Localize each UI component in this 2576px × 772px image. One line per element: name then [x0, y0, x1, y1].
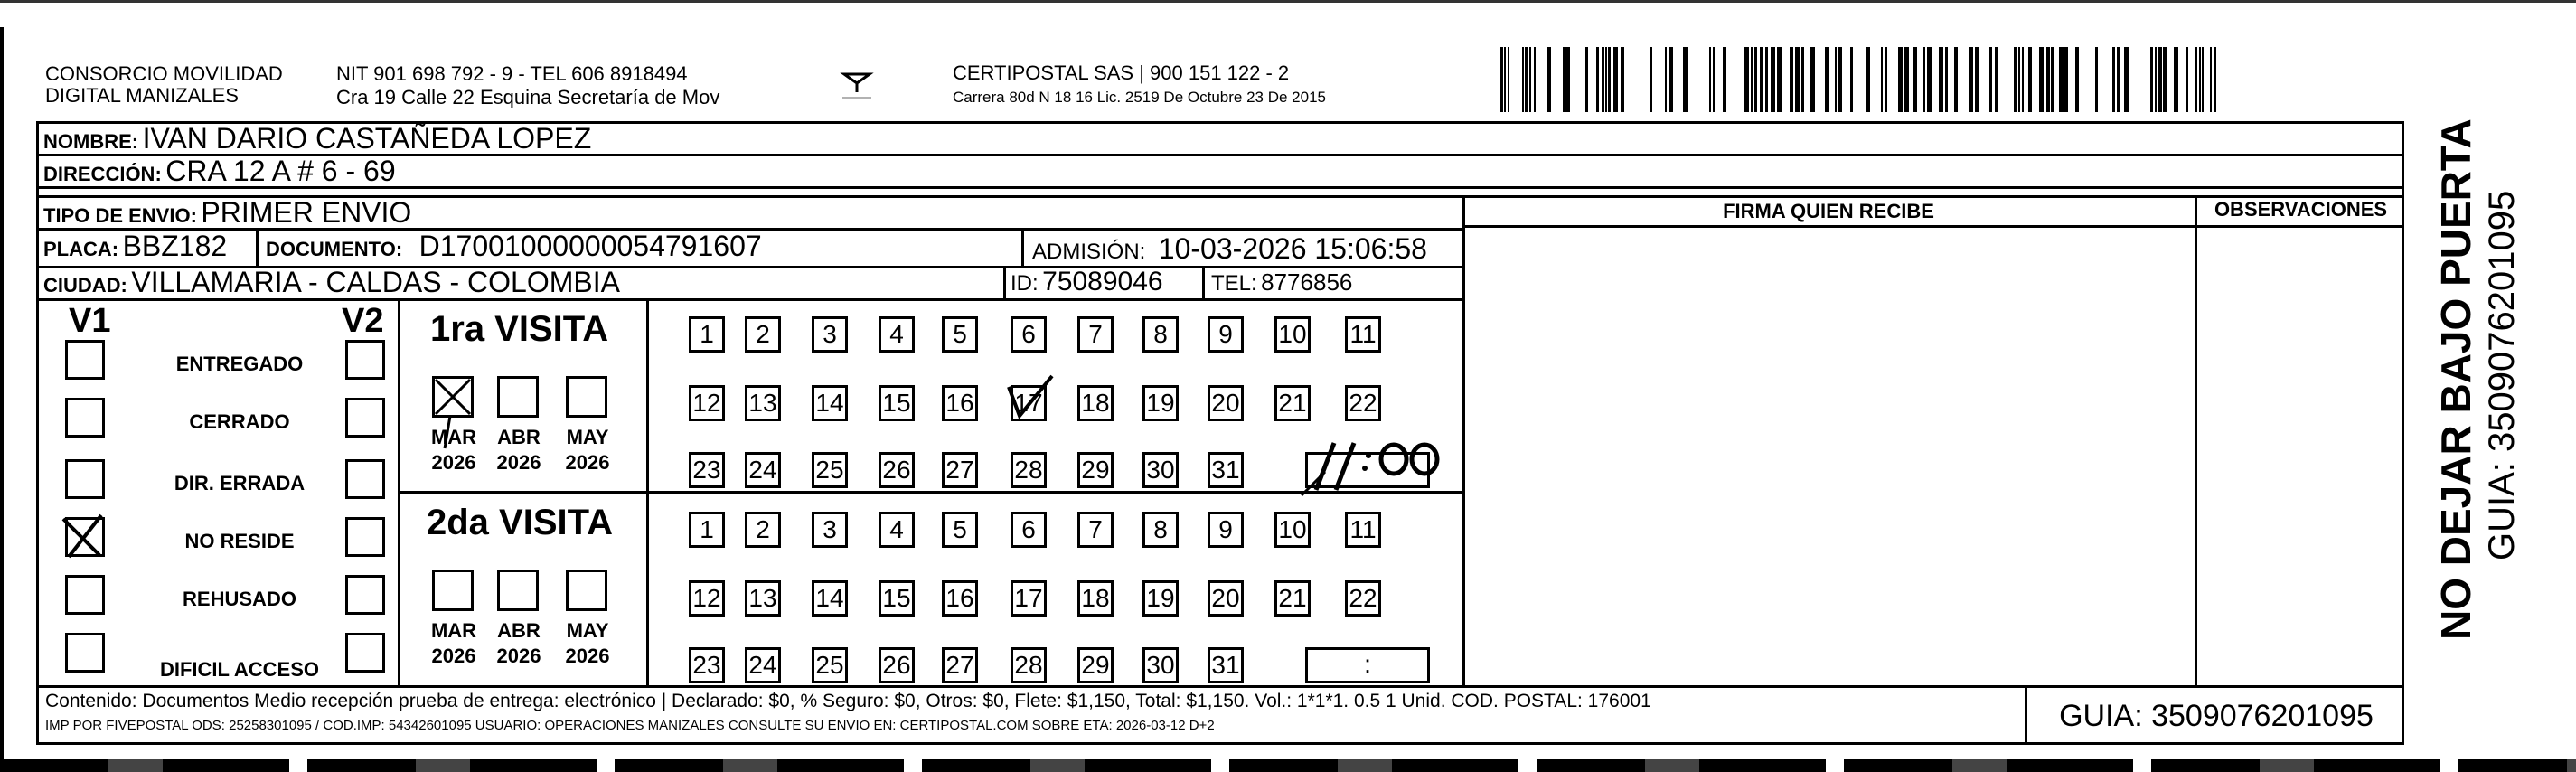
- barcode-icon: [1500, 47, 2223, 112]
- footer-guia: GUIA: 3509076201095: [2059, 699, 2374, 733]
- v1-checkbox[interactable]: [65, 398, 105, 438]
- row-line: [36, 685, 2404, 688]
- second-visit-title: 2da VISITA: [427, 503, 613, 542]
- tipo-envio-row: [43, 195, 411, 228]
- month-name: MAY: [566, 619, 609, 642]
- nombre-value: IVAN DARIO CASTAÑEDA LOPEZ: [142, 122, 592, 155]
- documento-label: DOCUMENTO:: [266, 238, 403, 260]
- v2-checkbox[interactable]: [345, 575, 385, 615]
- second-day-10[interactable]: 10: [1274, 512, 1311, 548]
- month-checkbox-mar[interactable]: [432, 570, 474, 611]
- second-day-28[interactable]: 28: [1011, 647, 1047, 683]
- nombre-label: NOMBRE:: [43, 130, 139, 153]
- tipo-envio-label: TIPO DE ENVIO:: [43, 204, 197, 227]
- ciudad-label: CIUDAD:: [43, 274, 127, 297]
- v1-checkbox[interactable]: [65, 633, 105, 673]
- sender-company-line2: DIGITAL MANIZALES: [45, 84, 239, 107]
- first-visit-title: 1ra VISITA: [430, 309, 609, 349]
- admision-label: ADMISIÓN:: [1032, 240, 1146, 264]
- first-day-3[interactable]: 3: [812, 316, 848, 353]
- first-day-10[interactable]: 10: [1274, 316, 1311, 353]
- tel-value: 8776856: [1261, 268, 1353, 296]
- month-name: ABR: [497, 426, 541, 448]
- month-name: ABR: [497, 619, 541, 642]
- second-day-19[interactable]: 19: [1142, 580, 1179, 617]
- v2-checkbox[interactable]: [345, 459, 385, 499]
- v2-checkbox[interactable]: [345, 340, 385, 380]
- footer-contenido: Contenido: Documentos Medio recepción prueba de entrega: electrónico | Declarado: $0, % Seguro: $0, Otros: $0, Flete: $1,150, Total: $1,150. Vol.: 1*1*1. 0.5 1 Unid. COD. POSTAL: 176001: [45, 691, 1651, 711]
- second-day-4[interactable]: 4: [879, 512, 915, 548]
- col-line: [2195, 195, 2197, 685]
- sender-nit-tel: NIT 901 698 792 - 9 - TEL 606 8918494: [336, 62, 688, 85]
- second-day-16[interactable]: 16: [942, 580, 978, 617]
- id-cell: [1011, 266, 1163, 303]
- ciudad-value: VILLAMARIA - CALDAS - COLOMBIA: [131, 266, 620, 298]
- option-label: DIR. ERRADA: [174, 472, 306, 494]
- second-day-2[interactable]: 2: [745, 512, 781, 548]
- second-day-11[interactable]: 11: [1345, 512, 1381, 548]
- first-day-13[interactable]: 13: [745, 385, 781, 421]
- second-day-30[interactable]: 30: [1142, 647, 1179, 683]
- second-day-3[interactable]: 3: [812, 512, 848, 548]
- second-day-23[interactable]: 23: [689, 647, 725, 683]
- second-day-22[interactable]: 22: [1345, 580, 1381, 617]
- month-checkbox-may[interactable]: [566, 376, 607, 418]
- placa-value: BBZ182: [122, 230, 228, 262]
- placa-label: PLACA:: [43, 238, 119, 260]
- first-day-14[interactable]: 14: [812, 385, 848, 421]
- first-day-19[interactable]: 19: [1142, 385, 1179, 421]
- second-day-14[interactable]: 14: [812, 580, 848, 617]
- month-name: MAY: [566, 426, 609, 448]
- second-day-24[interactable]: 24: [745, 647, 781, 683]
- courier-address: Carrera 80d N 18 16 Lic. 2519 De Octubre 23 De 2015: [953, 89, 1326, 106]
- col-line: [1462, 195, 1465, 685]
- option-label: CERRADO: [189, 410, 290, 433]
- documento-cell: [266, 228, 762, 270]
- second-day-26[interactable]: 26: [879, 647, 915, 683]
- top-edge: [0, 0, 2576, 9]
- ciudad-cell: [43, 266, 620, 305]
- first-day-4[interactable]: 4: [879, 316, 915, 353]
- second-day-7[interactable]: 7: [1077, 512, 1114, 548]
- row-line: [2195, 225, 2404, 228]
- tel-label: TEL:: [1211, 271, 1257, 296]
- first-day-23[interactable]: 23: [689, 452, 725, 488]
- courier-info: [953, 61, 1326, 107]
- admision-value: 10-03-2026 15:06:58: [1158, 232, 1427, 265]
- first-day-27[interactable]: 27: [942, 452, 978, 488]
- footer-imp: IMP POR FIVEPOSTAL ODS: 25258301095 / COD.IMP: 54342601095 USUARIO: OPERACIONES MANIZALES CONSULTE SU ENVIO EN: CERTIPOSTAL.COM SOBRE ETA: 2026-03-12 D+2: [45, 718, 1215, 733]
- v2-checkbox[interactable]: [345, 398, 385, 438]
- second-day-13[interactable]: 13: [745, 580, 781, 617]
- col-line: [2025, 685, 2027, 745]
- v1-checkbox[interactable]: [65, 575, 105, 615]
- month-checkbox-may[interactable]: [566, 570, 607, 611]
- second-day-15[interactable]: 15: [879, 580, 915, 617]
- first-day-6[interactable]: 6: [1011, 316, 1047, 353]
- second-day-12[interactable]: 12: [689, 580, 725, 617]
- col-line: [256, 228, 259, 266]
- nombre-row: [43, 121, 591, 154]
- second-day-31[interactable]: 31: [1208, 647, 1244, 683]
- second-day-29[interactable]: 29: [1077, 647, 1114, 683]
- first-day-25[interactable]: 25: [812, 452, 848, 488]
- first-day-9[interactable]: 9: [1208, 316, 1244, 353]
- month-year: 2026: [431, 451, 476, 474]
- documento-value: D17001000000054791607: [418, 230, 762, 262]
- month-checkbox-abr[interactable]: [497, 376, 539, 418]
- first-day-5[interactable]: 5: [942, 316, 978, 353]
- second-day-6[interactable]: 6: [1011, 512, 1047, 548]
- first-day-11[interactable]: 11: [1345, 316, 1381, 353]
- month-name: MAR: [430, 426, 477, 448]
- tel-cell: [1211, 266, 1352, 303]
- second-time-field[interactable]: :: [1305, 647, 1430, 683]
- bottom-edge: [0, 759, 2576, 772]
- certipostal-logo-icon: [839, 65, 875, 101]
- first-day-21[interactable]: 21: [1274, 385, 1311, 421]
- v2-checkbox[interactable]: [345, 517, 385, 557]
- col-line: [1003, 266, 1006, 298]
- month-label: [492, 620, 546, 667]
- first-day-30[interactable]: 30: [1142, 452, 1179, 488]
- second-day-5[interactable]: 5: [942, 512, 978, 548]
- second-day-9[interactable]: 9: [1208, 512, 1244, 548]
- second-day-17[interactable]: 17: [1011, 580, 1047, 617]
- first-day-31[interactable]: 31: [1208, 452, 1244, 488]
- direccion-value: CRA 12 A # 6 - 69: [165, 155, 396, 187]
- first-day-12[interactable]: 12: [689, 385, 725, 421]
- month-label: [427, 427, 481, 474]
- month-checkbox-abr[interactable]: [497, 570, 539, 611]
- month-year: 2026: [565, 645, 610, 667]
- sender-company: [45, 61, 283, 108]
- first-day-2[interactable]: 2: [745, 316, 781, 353]
- first-day-24[interactable]: 24: [745, 452, 781, 488]
- placa-cell: [43, 228, 227, 270]
- check-mark: [1003, 372, 1058, 427]
- v2-checkbox[interactable]: [345, 633, 385, 673]
- month-label: [427, 620, 481, 667]
- option-label: NO RESIDE: [184, 530, 295, 552]
- handwritten-time: [1298, 436, 1443, 490]
- first-day-16[interactable]: 16: [942, 385, 978, 421]
- month-label: [560, 620, 615, 667]
- courier-name: CERTIPOSTAL SAS | 900 151 122 - 2: [953, 61, 1290, 84]
- month-year: 2026: [565, 451, 610, 474]
- first-day-15[interactable]: 15: [879, 385, 915, 421]
- v1-checkbox[interactable]: [65, 340, 105, 380]
- first-day-17[interactable]: 17: [1011, 385, 1047, 421]
- month-year: 2026: [431, 645, 476, 667]
- first-day-8[interactable]: 8: [1142, 316, 1179, 353]
- side-warning: NO DEJAR BAJO PUERTA: [2432, 118, 2479, 640]
- month-name: MAR: [430, 619, 477, 642]
- direccion-row: [43, 154, 396, 186]
- option-label: ENTREGADO: [175, 353, 304, 375]
- firma-header: FIRMA QUIEN RECIBE: [1723, 200, 1934, 222]
- first-day-7[interactable]: 7: [1077, 316, 1114, 353]
- sender-company-line1: CONSORCIO MOVILIDAD: [45, 62, 283, 85]
- direccion-label: DIRECCIÓN:: [43, 163, 162, 185]
- first-day-29[interactable]: 29: [1077, 452, 1114, 488]
- x-check-mark: [56, 510, 110, 560]
- v1-label: V1: [69, 302, 111, 340]
- first-day-18[interactable]: 18: [1077, 385, 1114, 421]
- first-day-26[interactable]: 26: [879, 452, 915, 488]
- first-day-22[interactable]: 22: [1345, 385, 1381, 421]
- v2-label: V2: [342, 302, 384, 340]
- month-year: 2026: [496, 451, 541, 474]
- second-day-1[interactable]: 1: [689, 512, 725, 548]
- side-guia: GUIA: 3509076201095: [2482, 190, 2522, 560]
- second-day-27[interactable]: 27: [942, 647, 978, 683]
- sender-address: Cra 19 Calle 22 Esquina Secretaría de Mov: [336, 86, 720, 108]
- month-label: [560, 427, 615, 474]
- sender-info: [336, 61, 719, 110]
- id-label: ID:: [1011, 271, 1039, 296]
- second-day-25[interactable]: 25: [812, 647, 848, 683]
- id-value: 75089046: [1042, 267, 1163, 297]
- option-label: REHUSADO: [183, 588, 296, 610]
- left-edge: [0, 27, 4, 759]
- second-day-8[interactable]: 8: [1142, 512, 1179, 548]
- second-day-20[interactable]: 20: [1208, 580, 1244, 617]
- month-year: 2026: [496, 645, 541, 667]
- observaciones-header: OBSERVACIONES: [2214, 198, 2388, 221]
- first-day-1[interactable]: 1: [689, 316, 725, 353]
- first-day-20[interactable]: 20: [1208, 385, 1244, 421]
- v1-checkbox[interactable]: [65, 459, 105, 499]
- option-label: DIFICIL ACCESO: [159, 658, 319, 681]
- second-day-21[interactable]: 21: [1274, 580, 1311, 617]
- col-line: [1021, 228, 1024, 266]
- first-day-28[interactable]: 28: [1011, 452, 1047, 488]
- tipo-envio-value: PRIMER ENVIO: [201, 196, 412, 229]
- second-day-18[interactable]: 18: [1077, 580, 1114, 617]
- month-label: [492, 427, 546, 474]
